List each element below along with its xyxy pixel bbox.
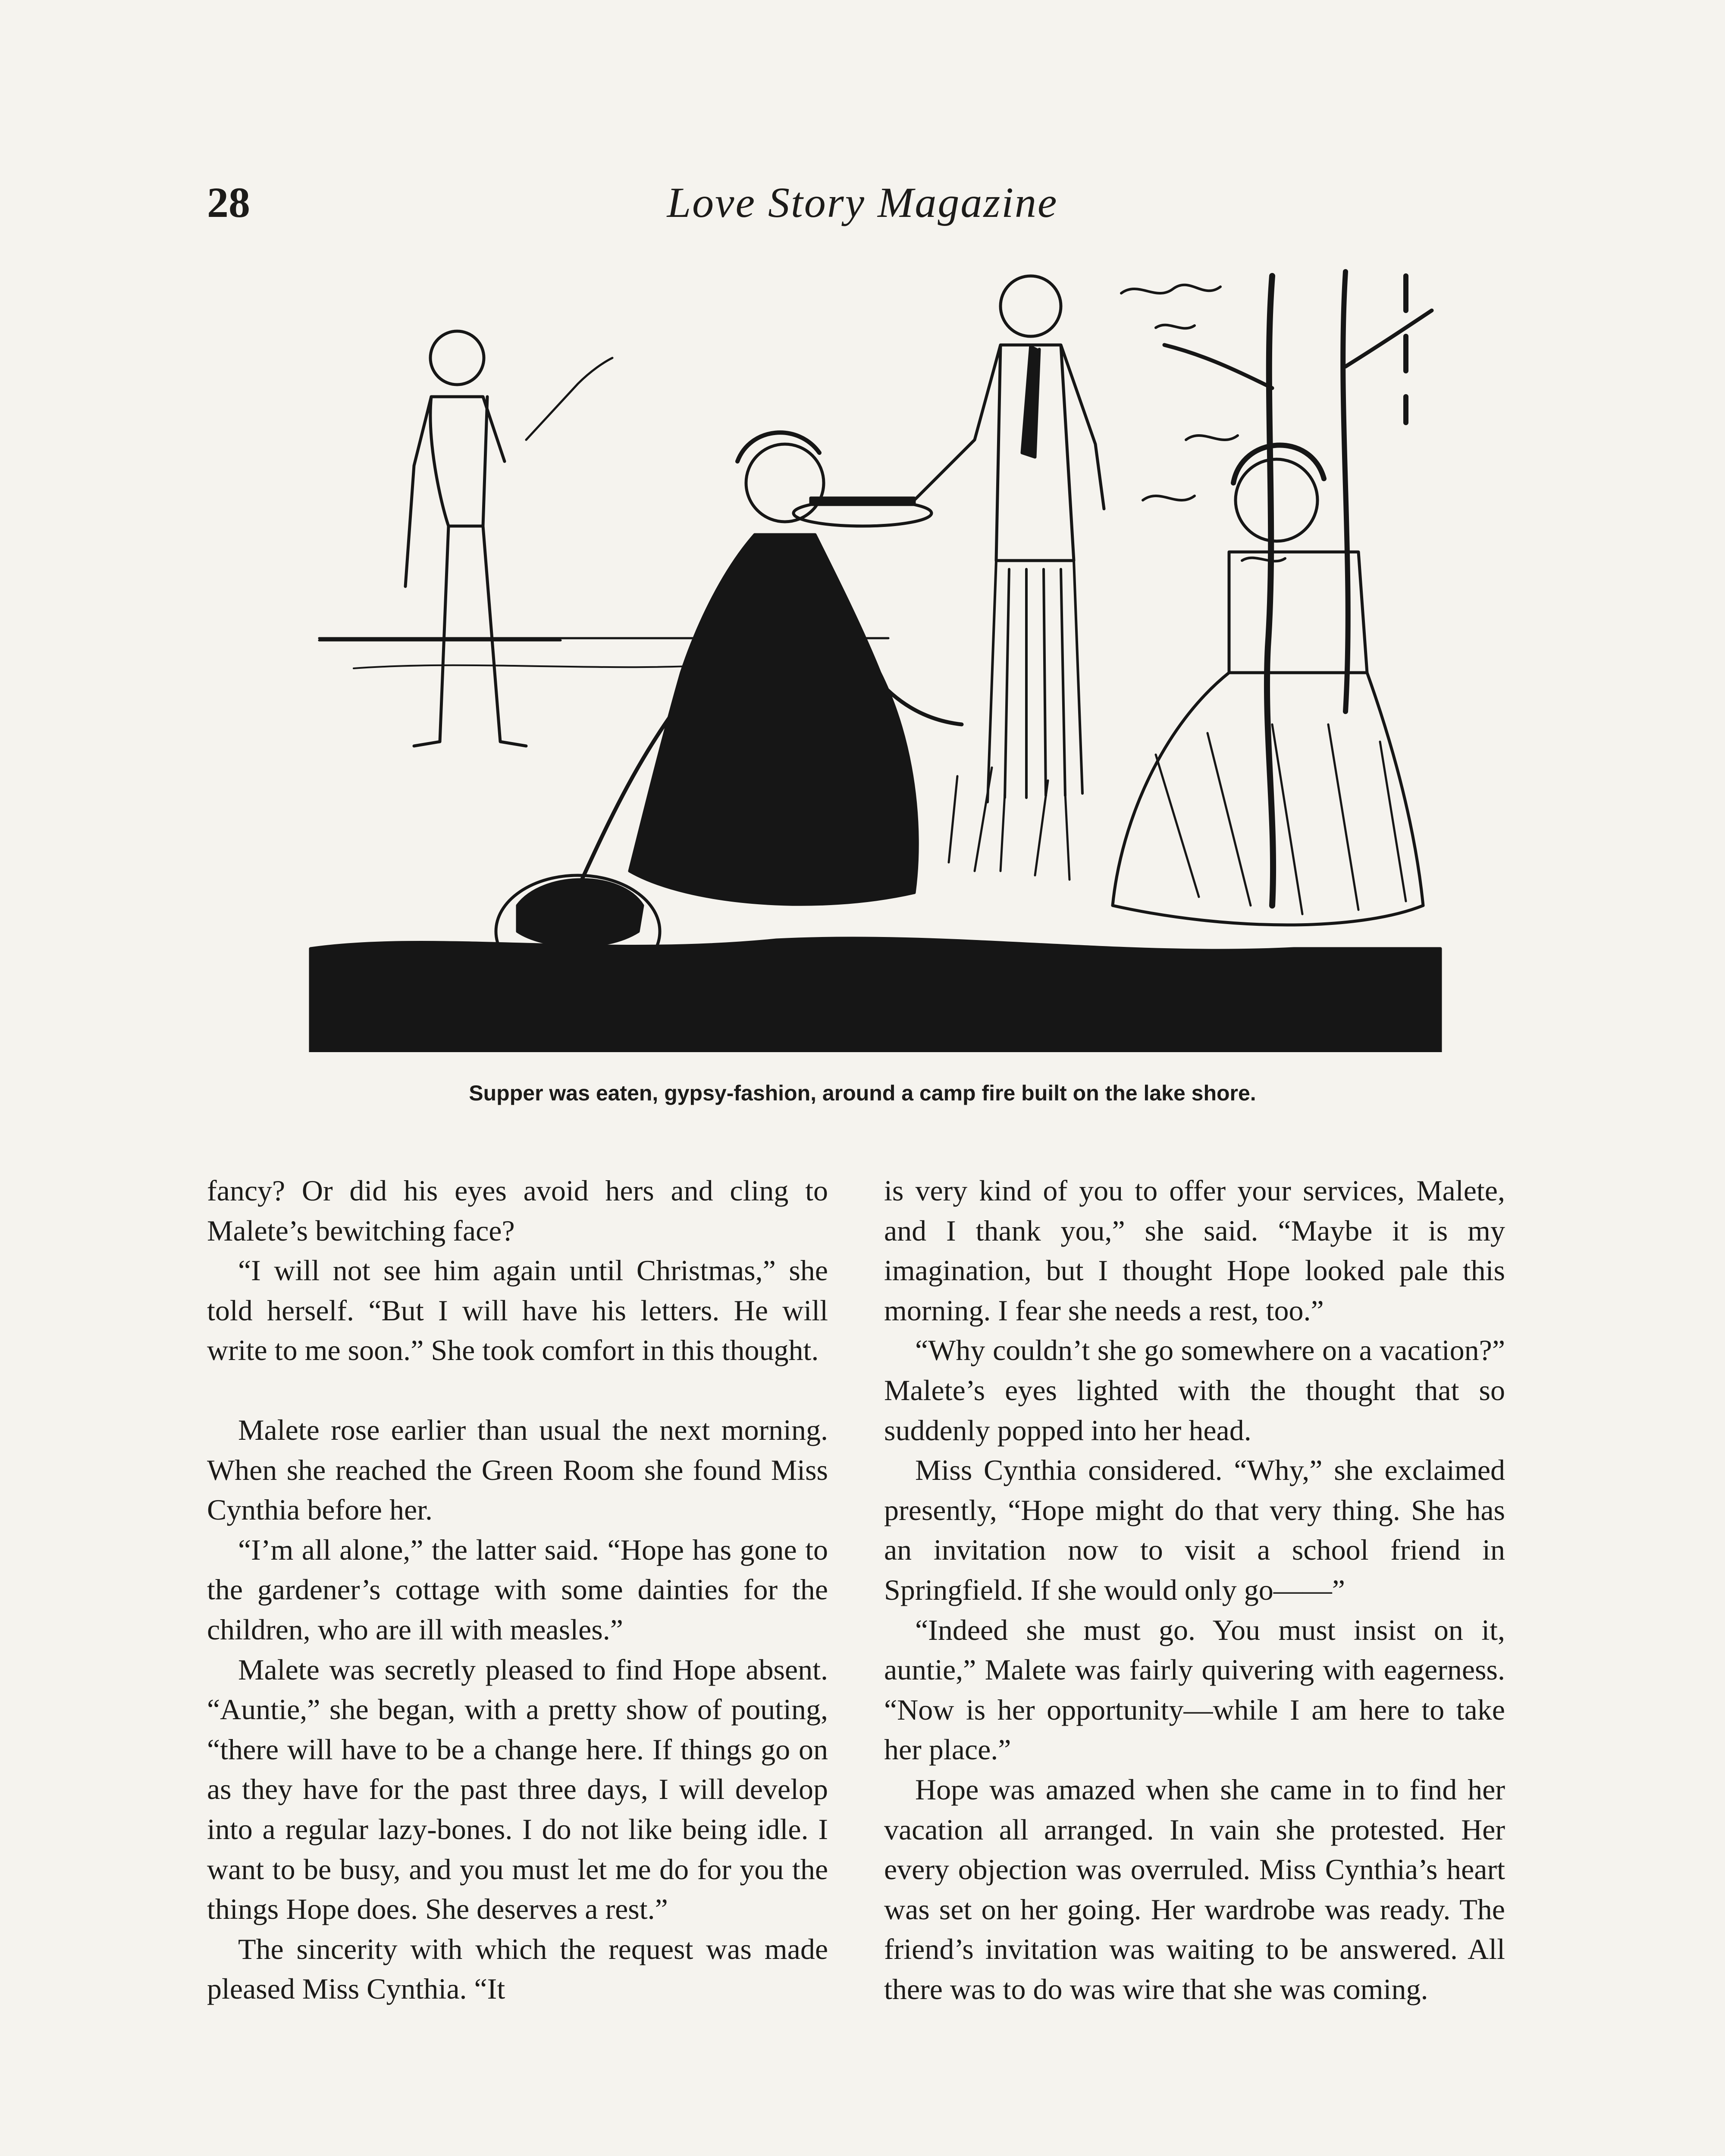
camp-supper-illustration — [302, 259, 1449, 1052]
paragraph: fancy? Or did his eyes avoid hers and cling to Malete’s bewitching face? — [207, 1174, 828, 1247]
magazine-title: Love Story Magazine — [667, 179, 1058, 226]
paragraph: “I will not see him again until Christmas,” she told herself. “But I will have his letters. He will write to me soon.” She took comfort in this thought. — [207, 1254, 828, 1367]
paragraph: Hope was amazed when she came in to find her vacation all arranged. In vain she protested. Her every objection was overruled. Miss Cynthia’s heart was set on her going. Her wardrobe was ready. The friend’s invitation was waiting to be answered. All there was to do was wire that she was coming. — [884, 1773, 1505, 2006]
paragraph: “Why couldn’t she go somewhere on a vacation?” Malete’s eyes lighted with the thought that so suddenly popped into her head. — [884, 1334, 1505, 1447]
paragraph: “Indeed she must go. You must insist on it, auntie,” Malete was fairly quivering with eagerness. “Now is her opportunity—while I am here to take her place.” — [884, 1613, 1505, 1766]
paragraph: The sincerity with which the request was made pleased Miss Cynthia. “It — [207, 1932, 828, 2006]
illustration-caption: Supper was eaten, gypsy-fashion, around a camp fire built on the lake shore. — [469, 1081, 1256, 1105]
paragraph: Malete rose earlier than usual the next morning. When she reached the Green Room she found Miss Cynthia before her. — [207, 1413, 828, 1526]
page-number: 28 — [207, 179, 250, 226]
left-column — [207, 1171, 828, 2009]
right-column — [884, 1171, 1505, 2009]
paragraph: “I’m all alone,” the latter said. “Hope has gone to the gardener’s cottage with some dainties for the children, who are ill with measles.” — [207, 1533, 828, 1646]
paragraph: Malete was secretly pleased to find Hope absent. “Auntie,” she began, with a pretty show of pouting, “there will have to be a change here. If things go on as they have for the past three days, I will develop into a regular lazy-bones. I do not like being idle. I want to be busy, and you must let me do for you the things Hope does. She deserves a rest.” — [207, 1653, 828, 1926]
paragraph: Miss Cynthia considered. “Why,” she exclaimed presently, “Hope might do that very thing. She has an invitation now to visit a school friend in Springfield. If she would only go——” — [884, 1454, 1505, 1606]
paragraph: is very kind of you to offer your services, Malete, and I thank you,” she said. “Maybe it is my imagination, but I thought Hope looked pale this morning. I fear she needs a rest, too.” — [884, 1174, 1505, 1327]
page-header — [207, 170, 1518, 235]
illustration — [302, 259, 1449, 1052]
